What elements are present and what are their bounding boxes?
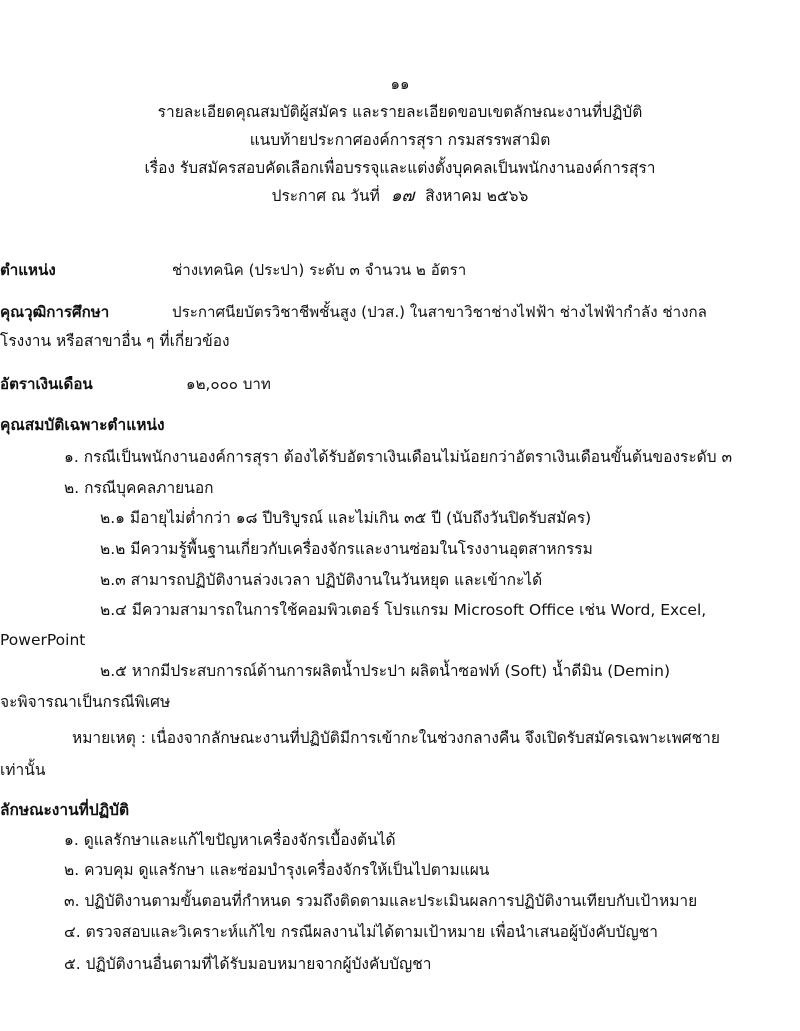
- qualification-sub-4-line-1: ๒.๔ มีความสามารถในการใช้คอมพิวเตอร์ โปรแกรม Microsoft Office เช่น Word, Excel,: [100, 601, 707, 619]
- duties-heading: ลักษณะงานที่ปฏิบัติ: [0, 801, 130, 819]
- note-line-2: เท่านั้น: [0, 761, 46, 779]
- duty-item-3: ๓. ปฏิบัติงานตามขั้นตอนที่กำหนด รวมถึงติดตามและประเมินผลการปฏิบัติงานเทียบกับเป้าหมาย: [64, 892, 698, 910]
- page-number: ๑๑: [390, 75, 410, 93]
- document-header: [0, 70, 800, 210]
- qualification-sub-1: ๒.๑ มีอายุไม่ต่ำกว่า ๑๘ ปีบริบูรณ์ และไม่เกิน ๓๕ ปี (นับถึงวันปิดรับสมัคร): [100, 509, 592, 527]
- duty-item-5: ๕. ปฏิบัติงานอื่นตามที่ได้รับมอบหมายจากผู้บังคับบัญชา: [64, 955, 432, 973]
- position-value: ช่างเทคนิค (ประปา) ระดับ ๓ จำนวน ๒ อัตรา: [172, 261, 467, 279]
- salary-value: ๑๒,๐๐๐ บาท: [186, 375, 271, 393]
- education-value-line-2: โรงงาน หรือสาขาอื่น ๆ ที่เกี่ยวข้อง: [0, 332, 230, 350]
- duty-item-2: ๒. ควบคุม ดูแลรักษา และซ่อมบำรุงเครื่องจักรให้เป็นไปตามแผน: [64, 861, 490, 879]
- date-prefix: ประกาศ ณ วันที่: [271, 187, 380, 205]
- position-row: [0, 257, 800, 283]
- qualification-sub-4-line-2: PowerPoint: [0, 631, 86, 649]
- qualification-item-2: ๒. กรณีบุคคลภายนอก: [64, 479, 214, 497]
- title-line-3: เรื่อง รับสมัครสอบคัดเลือกเพื่อบรรจุและแต่งตั้งบุคคลเป็นพนักงานองค์การสุรา: [144, 159, 656, 177]
- qualification-sub-3: ๒.๓ สามารถปฏิบัติงานล่วงเวลา ปฏิบัติงานในวันหยุด และเข้ากะได้: [100, 571, 543, 589]
- announcement-date: [0, 182, 800, 210]
- salary-label: อัตราเงินเดือน: [0, 375, 93, 393]
- date-suffix: สิงหาคม ๒๕๖๖: [425, 187, 529, 205]
- title-line-1: รายละเอียดคุณสมบัติผู้สมัคร และรายละเอียดขอบเขตลักษณะงานที่ปฏิบัติ: [157, 103, 643, 121]
- education-label: คุณวุฒิการศึกษา: [0, 303, 110, 321]
- qualification-item-1: ๑. กรณีเป็นพนักงานองค์การสุรา ต้องได้รับอัตราเงินเดือนไม่น้อยกว่าอัตราเงินเดือนขั้นต้นของระดับ ๓: [64, 448, 733, 466]
- position-label: ตำแหน่ง: [0, 261, 56, 279]
- education-row: [0, 299, 800, 325]
- qualifications-heading: คุณสมบัติเฉพาะตำแหน่ง: [0, 416, 165, 434]
- qualification-sub-5-line-1: ๒.๕ หากมีประสบการณ์ด้านการผลิตน้ำประปา ผลิตน้ำซอฟท์ (Soft) น้ำดีมิน (Demin): [100, 662, 670, 680]
- date-day: ๑๗: [390, 186, 415, 206]
- title-line-2: แนบท้ายประกาศองค์การสุรา กรมสรรพสามิต: [249, 131, 551, 149]
- education-value-line-1: ประกาศนียบัตรวิชาชีพชั้นสูง (ปวส.) ในสาขาวิชาช่างไฟฟ้า ช่างไฟฟ้ากำลัง ช่างกล: [172, 303, 707, 321]
- duty-item-4: ๔. ตรวจสอบและวิเคราะห์แก้ไข กรณีผลงานไม่ได้ตามเป้าหมาย เพื่อนำเสนอผู้บังคับบัญชา: [64, 923, 658, 941]
- salary-row: [0, 371, 800, 397]
- note-line-1: หมายเหตุ : เนื่องจากลักษณะงานที่ปฏิบัติมีการเข้ากะในช่วงกลางคืน จึงเปิดรับสมัครเฉพาะเพศชาย: [72, 729, 720, 747]
- duty-item-1: ๑. ดูแลรักษาและแก้ไขปัญหาเครื่องจักรเบื้องต้นได้: [64, 831, 396, 849]
- qualification-sub-5-line-2: จะพิจารณาเป็นกรณีพิเศษ: [0, 693, 171, 711]
- qualification-sub-2: ๒.๒ มีความรู้พื้นฐานเกี่ยวกับเครื่องจักรและงานซ่อมในโรงงานอุตสาหกรรม: [100, 540, 593, 558]
